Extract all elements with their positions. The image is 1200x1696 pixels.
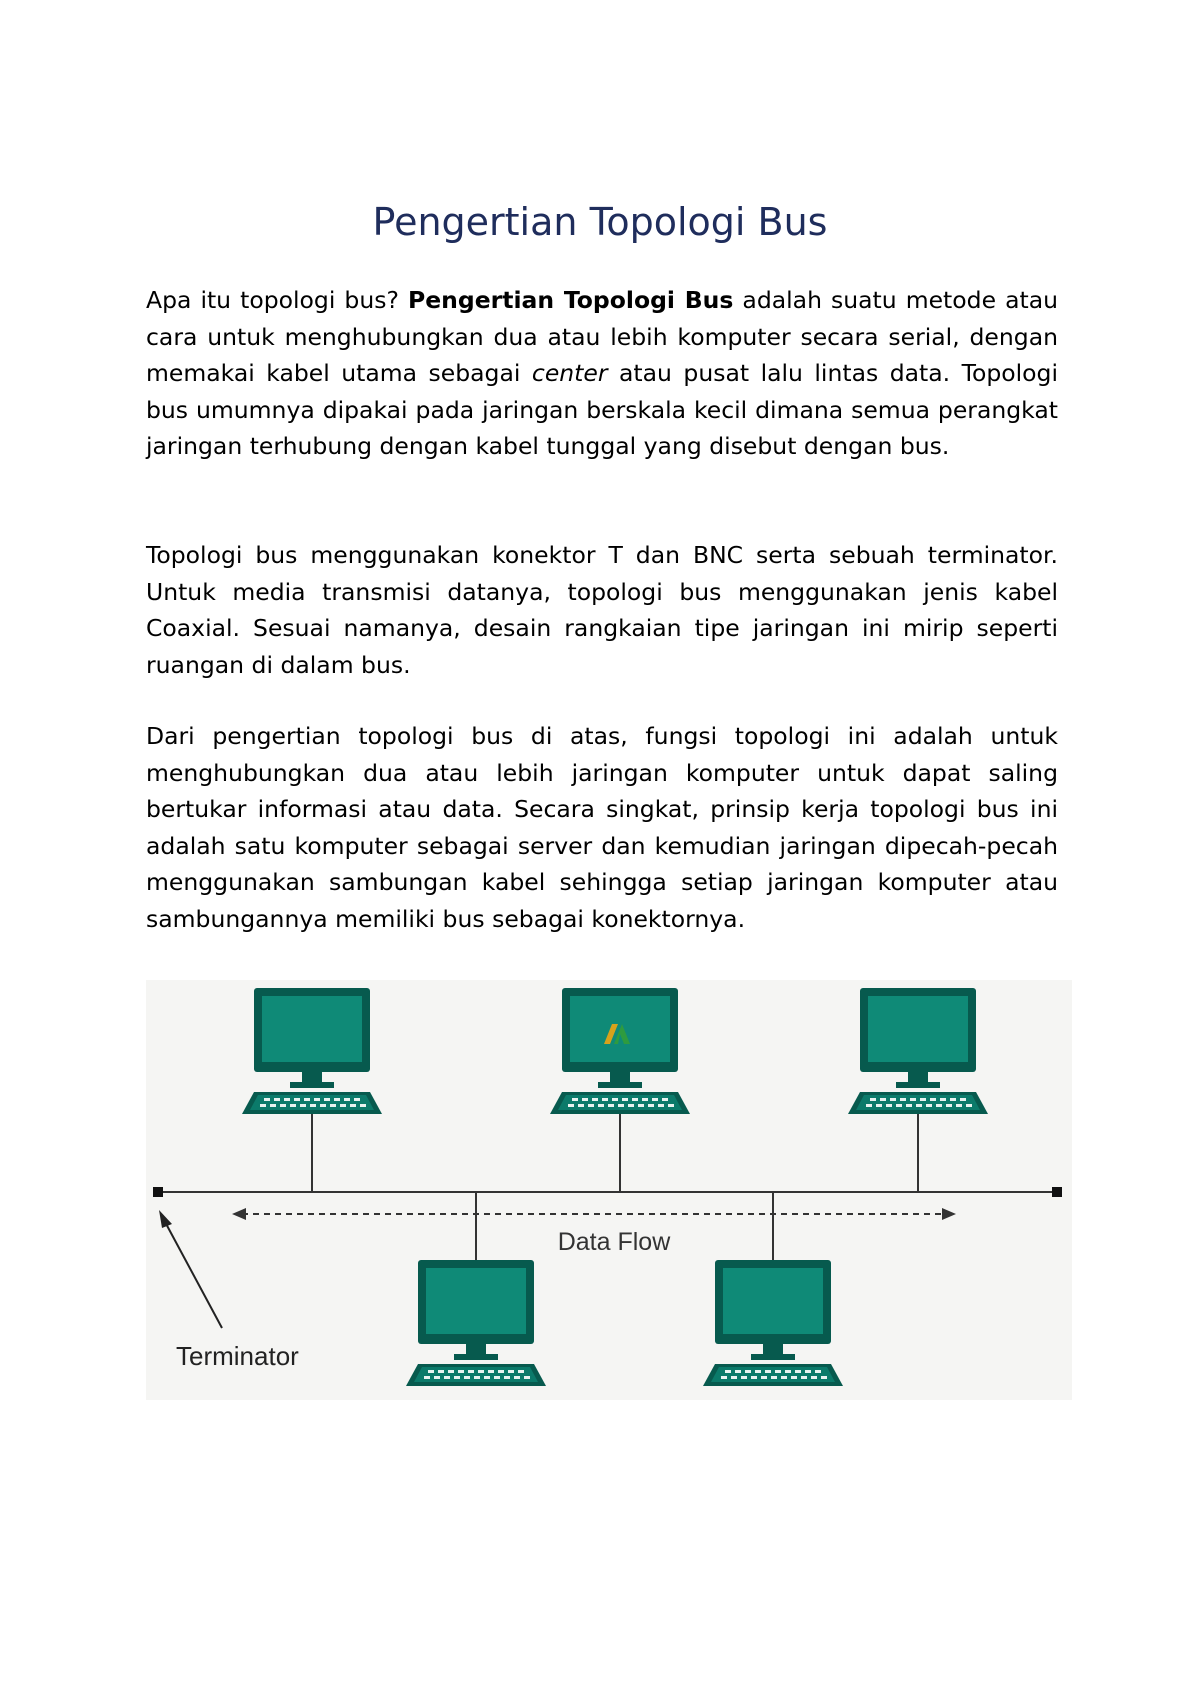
- terminator-right: [1052, 1187, 1062, 1197]
- data-flow-arrow: [232, 1208, 956, 1220]
- data-flow-label: Data Flow: [557, 1228, 671, 1256]
- paragraph-text-a: adalah suatu metode atau cara untuk menghubungkan dua atau lebih komputer secara serial, dengan memakai kabel utama sebagai: [146, 286, 1058, 387]
- paragraph-text-b: atau pusat lalu lintas data. Topologi bus umumnya dipakai pada jaringan berskala kecil dimana semua perangkat jaringan terhubung dengan kabel tunggal yang disebut dengan bus.: [146, 359, 1058, 460]
- computer-icon: [242, 988, 382, 1114]
- terminator-left: [153, 1187, 163, 1197]
- computer-icon: [406, 1260, 546, 1386]
- italic-term: center: [531, 359, 608, 387]
- paragraph-function: Dari pengertian topologi bus di atas, fungsi topologi ini adalah untuk menghubungkan dua atau lebih jaringan komputer untuk dapat saling bertukar informasi atau data. Secara singkat, prinsip kerja topologi bus ini adalah satu komputer sebagai server dan kemudian jaringan dipecah-pecah menggunakan sambungan kabel sehingga setiap jaringan komputer atau sambungannya memiliki bus sebagai konektornya.: [146, 722, 1058, 933]
- terminator-pointer-arrow: [159, 1210, 222, 1328]
- paragraph-lead: Apa itu topologi bus?: [146, 286, 408, 314]
- terminator-label: Terminator: [176, 1341, 299, 1371]
- computer-icon: [703, 1260, 843, 1386]
- page-title: Pengertian Topologi Bus: [372, 200, 828, 244]
- bold-term: Pengertian Topologi Bus: [408, 286, 734, 314]
- computer-icon: [550, 988, 690, 1114]
- paragraph-definition: [146, 282, 1058, 465]
- paragraph-components: Topologi bus menggunakan konektor T dan BNC serta sebuah terminator. Untuk media transmisi datanya, topologi bus menggunakan jenis kabel Coaxial. Sesuai namanya, desain rangkaian tipe jaringan ini mirip seperti ruangan di dalam bus.: [146, 541, 1058, 679]
- computer-icon: [848, 988, 988, 1114]
- bus-topology-diagram: [146, 980, 1072, 1400]
